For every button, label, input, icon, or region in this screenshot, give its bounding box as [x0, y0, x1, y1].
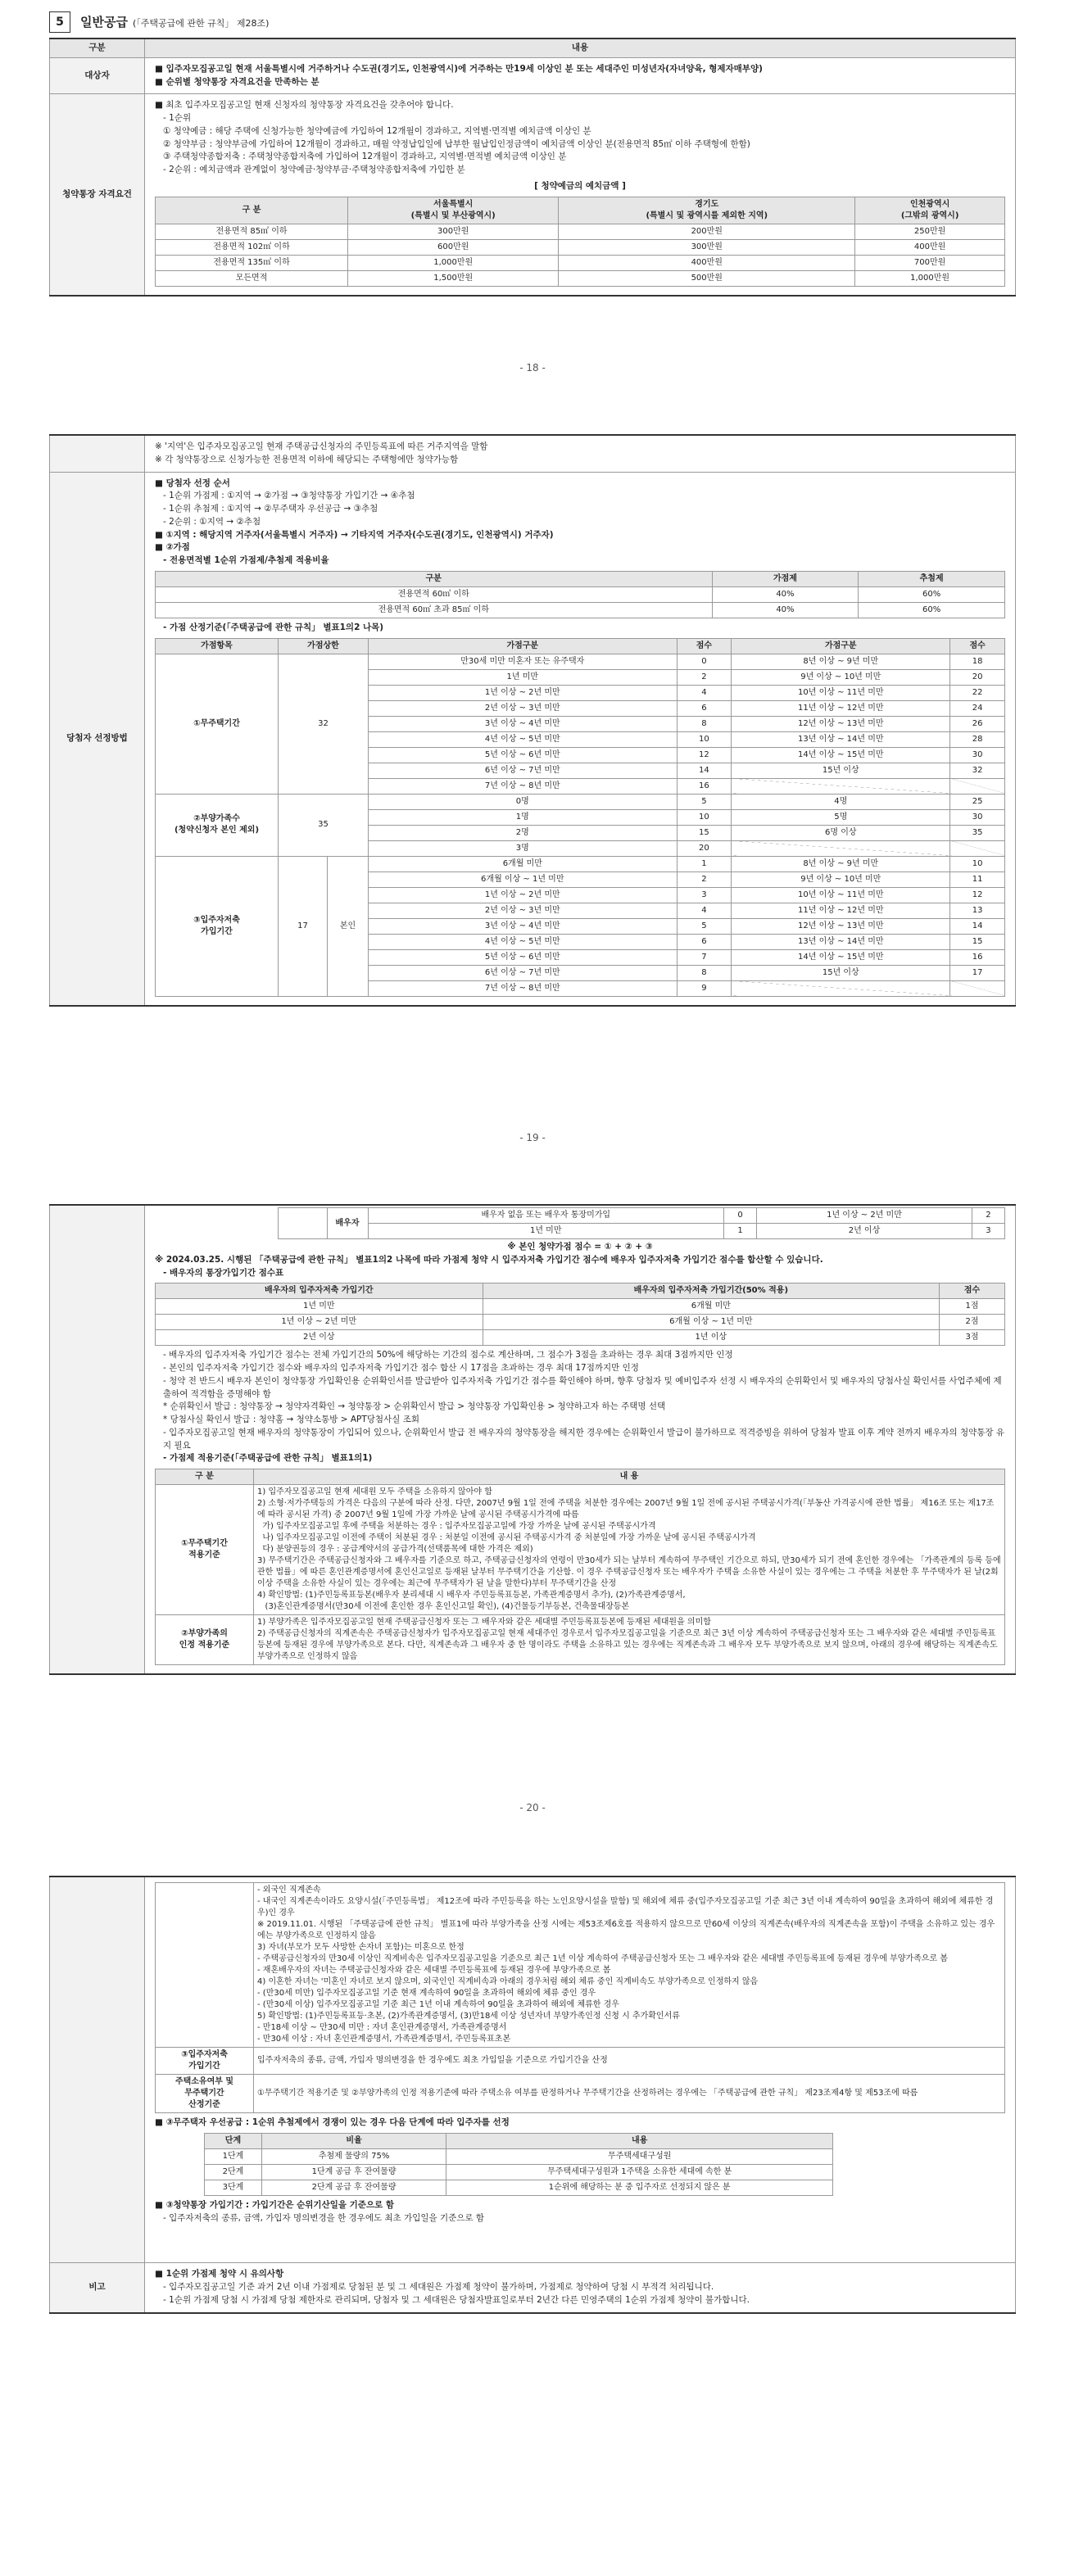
spacer — [155, 1208, 278, 1239]
requirement-line: - 1순위 — [163, 113, 192, 123]
points-row — [156, 856, 1005, 871]
spouse-points-table — [155, 1207, 1005, 1239]
points-cell: 15년 이상 — [732, 965, 950, 980]
table-cell: 1년 미만 — [156, 1299, 483, 1315]
points-cell: 10년 이상 ~ 11년 미만 — [732, 887, 950, 903]
priority-row — [205, 2148, 833, 2164]
column-header: 비율 — [261, 2133, 446, 2148]
column-header: 점수 — [677, 638, 732, 654]
criteria-text: 입주자저축의 종류, 금액, 가입자 명의변경을 한 경우에도 최초 가입일을 기준으로 가입기간을 산정 — [254, 2048, 1005, 2075]
criteria-line: 3) 자녀(부모가 모두 사망한 손자녀 포함)는 미혼으로 한정 — [257, 1943, 465, 1952]
ratio-table — [155, 571, 1005, 618]
points-cell: 6개월 이상 ~ 1년 미만 — [369, 871, 678, 887]
spouse-note: - 청약 전 반드시 배우자 본인이 청약통장 가입확인용 순위확인서를 발급받아 입주자저축 가입기간 점수를 확인해야 하며, 향후 당첨자 및 예비입주자 선정 시 배우자의 순위확인서 및 배우자의 당첨사실 확인서를 사업주체에 제출하여 적격함을 증명해야 함 — [163, 1375, 1002, 1399]
table-cell: 1순위에 해당하는 분 중 입주자로 선정되지 않은 분 — [446, 2180, 833, 2195]
spouse-cell: 1년 이상 ~ 2년 미만 — [757, 1208, 972, 1224]
points-cell: 6개월 미만 — [369, 856, 678, 871]
criteria-row — [156, 2048, 1005, 2075]
priority-table — [204, 2133, 833, 2196]
spouse-note: - 본인의 입주자저축 가입기간 점수와 배우자의 입주자저축 가입기간 점수 합산 시 17점을 초과하는 경우 최대 17점까지만 인정 — [163, 1363, 639, 1373]
table-cell: 400만원 — [559, 255, 855, 270]
points-cell — [950, 778, 1005, 794]
points-cell: 30 — [950, 747, 1005, 763]
points-cell: 9년 이상 ~ 10년 미만 — [732, 871, 950, 887]
item-name: ③입주자저축 가입기간 — [156, 856, 279, 996]
order-line: - 1순위 가점제 : ①지역 → ②가점 → ③청약통장 가입기간 → ④추첨 — [163, 491, 415, 501]
criteria-line: - (만30세 이상) 입주자모집공고일 기준 최근 1년 이내 계속하여 90일을 초과하여 해외에 체류한 경우 — [257, 2000, 619, 2009]
order-line: - 1순위 추첨제 : ①지역 → ②무주택자 우선공급 → ③추첨 — [163, 504, 378, 514]
column-header: 가점제 — [712, 571, 859, 586]
item-name: ①무주택기간 — [156, 654, 279, 794]
points-cell: 8 — [677, 716, 732, 731]
table-cell: 무주택세대구성원 — [446, 2148, 833, 2164]
target-content — [145, 57, 1016, 94]
points-cell: 32 — [950, 763, 1005, 778]
points-cell: 11 — [950, 871, 1005, 887]
table-cell: 무주택세대구성원과 1주택을 소유한 세대에 속한 분 — [446, 2164, 833, 2180]
criteria-label: ③입주자저축 가입기간 — [156, 2048, 254, 2075]
header-row — [156, 638, 1005, 654]
continued-criteria — [155, 1882, 1005, 2113]
table-cell: 250만원 — [855, 224, 1005, 239]
points-cell: 14년 이상 ~ 15년 미만 — [732, 949, 950, 965]
points-cell: 10년 이상 ~ 11년 미만 — [732, 685, 950, 700]
points-cell — [950, 840, 1005, 856]
table-cell: 1점 — [940, 1299, 1005, 1315]
points-cell: 5 — [677, 918, 732, 934]
points-cell: 16 — [677, 778, 732, 794]
criteria-line: - 외국인 직계존속 — [257, 1886, 321, 1895]
table-cell: 1,000만원 — [855, 270, 1005, 286]
column-header: 구 분 — [156, 1469, 254, 1485]
points-cell — [950, 980, 1005, 996]
deposit-row — [156, 224, 1005, 239]
item-max: 35 — [279, 794, 369, 856]
column-header: 내용 — [446, 2133, 833, 2148]
criteria-label — [156, 1883, 254, 2048]
spouse-row — [155, 1208, 1005, 1224]
points-table — [155, 638, 1005, 997]
requirement-line: ① 청약예금 : 해당 주택에 신청가능한 청약예금에 가입하여 12개월이 경과하고, 지역별·면적별 예치금액 이상인 분 — [163, 125, 591, 136]
table-cell: 400만원 — [855, 239, 1005, 255]
points-cell: 3년 이상 ~ 4년 미만 — [369, 918, 678, 934]
points-cell: 17 — [950, 965, 1005, 980]
spouse-content: 배우자 배우자 없음 또는 배우자 통장미가입 0 1년 이상 ~ 2년 미만 2 1년 미만 1 2년 이상 3 ※ 본인 청약가점 점수 = ① + ② + ③ ※ 2024.03.25. 시행된 「주택공급에 관한 규칙」 별표1의2 나목에 따라 가점제 청약 시 입주자저축 가입기간 점수에 배우자 입주자저축 가입기간 점수를 합산할 수 있습니다. - 배우자의 통장가입기간 점수표 배우자의 입주자저축 가입기간 배우자의 입주자저축 가입기간(50% 적용) 점수 1년 미만 6개월 미만 1점 1년 이상 ~ 2년 미만 6개월 이상 ~ 1년 미만 2점 2년 이상 1년 이상 3점 - 배우자의 입주자저축 가입기간 점수는 전체 가입기간의 50%에 해당하는 기간의 점수로 계산하며, 그 점수가 3점을 초과하는 경우 최대 3점까지만 인정 - 본인의 입주자저축 가입기간 점수와 배우자의 입주자저축 가입기간 점수 합산 시 17점을 초과하는 경우 최대 17점까지만 인정 - 청약 전 반드시 배우자 본인이 청약통장 가입확인용 순위확인서를 발급받아 입주자저축 가입기간 점수를 확인해야 하며, 향후 당첨자 및 예비입주자 선정 시 배우자의 순위확인서 및 배우자의 당첨사실 확인서를 사업주체에 제출하여 적격함을 증명해야 함 * 순위확인서 발급 : 청약통장 → 청약자격확인 → 청약통장 > 순위확인서 발급 > 청약통장 가입확인용 > 청약하고자 하는 주택명 선택 * 당첨사실 확인서 발급 : 청약홈 → 청약소통방 > APT당첨사실 조회 - 입주자모집공고일 현재 배우자의 청약통장이 가입되어 있으나, 순위확인서 발급 전 배우자의 청약통장을 해지한 경우에는 순위확인서 발급이 불가하므로 적격증빙을 위하여 당첨자 발표 이후 계약 전까지 배우자의 청약통장 유지 필요 - 가점제 적용기준(「주택공급에 관한 규칙」 별표1의1) 구 분 내 용 ①무주택기간 적용기준 1) 입주자모집공고일 현재 세대원 모두 주택을 소유하지 않아야 함 2) 소형·저가주택등의 가격은 다음의 구분에 따라 산정. 다만, 2007년 9월 1일 전에 주택을 처분한 경우에는 2007년 9월 1일 전에 공시된 주택공시가격(「부동산 가격공시에 관한 법률」 제16조 또는 제17조에 따라 공시된 가격) 중 2007년 9월 1일에 가장 가까운 날에 공시된 주택공시가격에 따름 가) 입주자모집공고일 후에 주택을 처분하는 경우 : 입주자모집공고일에 가장 가까운 날에 공시된 주택공시가격 나) 입주자모집공고일 이전에 주택이 처분된 경우 : 처분일 이전에 공시된 주택공시가격 중 처분일에 가장 가까운 날에 공시된 주택공시가격 다) 분양권등의 경우 : 공급계약서의 공급가격(선택품목에 대한 가격은 제외) 3) 무주택기간은 주택공급신청자와 그 배우자를 기준으로 하고, 주택공급신청자의 연령이 만30세가 되는 날부터 계속하여 무주택인 기간으로 하되, 만30세가 되기 전에 혼인한 경우에는 「가족관계의 등록 등에 관한 법률」에 따른 혼인관계증명서에 혼인신고일로 등재된 날부터 무주택기간을 기산함. 이 경우 주택공급신청자 또는 배우자가 주택을 소유한 사실이 있는 경우에는 그 주택을 처분한 후 무주택자가 된 날(2회 이상 주택을 소유한 사실이 있는 경우에는 최근에 무주택자가 된 날을 말한다)부터 무주택기간을 산정 4) 확인방법: (1)주민등록표등본(배우자 분리세대 시 배우자 주민등록표등본, 가족관계증명서 추가), (2)가족관계증명서, (3)혼인관계증명서(만30세 이전에 혼인한 경우 혼인신고일 확인), (4)건물등기부등본, 건축물대장등본 ②부양가족의 인정 적용기준 1) 부양가족은 입주자모집공고일 현재 주택공급신청자 또는 그 배우자와 같은 세대별 주민등록표등본에 등재된 세대원을 의미함 2) 주택공급신청자의 직계존속은 주택공급신청자가 입주자모집공고일 현재 세대주인 경우로서 입주자모집공고일을 기준으로 최근 3년 이상 계속하여 주택공급신청자 또는 그 배우자와 같은 세대별 주민등록표등본에 등재된 경우에 부양가족으로 본다. 다만, 직계존속과 그 배우자 중 한 명이라도 주택을 소유하고 있는 경우에는 직계존속과 그 배우자 모두 부양가족으로 보지 않으며, 아래의 경우에 해당하는 직계존속도 부양가족으로 인정하지 않음 — [145, 1205, 1016, 1674]
page-number-19: - 19 - — [519, 1132, 546, 1143]
criteria-row — [156, 2075, 1005, 2113]
points-cell: 7 — [677, 949, 732, 965]
header-row — [205, 2133, 833, 2148]
points-cell: 6년 이상 ~ 7년 미만 — [369, 763, 678, 778]
points-cell: 12년 이상 ~ 13년 미만 — [732, 918, 950, 934]
criteria-line: - 주택공급신청자의 만30세 이상인 직계비속은 입주자모집공고일을 기준으로 최근 1년 이상 계속하여 주택공급신청자 또는 그 배우자와 같은 세대별 주민등록표에 등재된 경우에 부양가족으로 봄 — [257, 1954, 948, 1963]
deposit-row — [156, 255, 1005, 270]
criteria-text — [254, 1615, 1005, 1665]
page-19 — [49, 434, 1016, 1007]
spouse-cell: 2년 이상 — [757, 1224, 972, 1239]
column-header: 서울특별시 (특별시 및 부산광역시) — [348, 197, 559, 224]
table-cell: 전용면적 85㎡ 이하 — [156, 224, 348, 239]
table-cell: 1년 이상 ~ 2년 미만 — [156, 1315, 483, 1330]
spouse-cell: 2 — [972, 1208, 1004, 1224]
criteria-row — [156, 1883, 1005, 2048]
points-cell: 2년 이상 ~ 3년 미만 — [369, 700, 678, 716]
criteria-line: 다) 분양권등의 경우 : 공급계약서의 공급가격(선택품목에 대한 가격은 제외) — [257, 1545, 533, 1554]
table-cell: 700만원 — [855, 255, 1005, 270]
table-cell: 1,500만원 — [348, 270, 559, 286]
column-header: 구분 — [156, 571, 713, 586]
points-cell: 25 — [950, 794, 1005, 809]
table-cell: 60% — [859, 586, 1005, 602]
criteria-line: 나) 입주자모집공고일 이전에 주택이 처분된 경우 : 처분일 이전에 공시된 주택공시가격 중 처분일에 가장 가까운 날에 공시된 주택공시가격 — [257, 1533, 756, 1542]
continued-content: - 외국인 직계존속 - 내국인 직계존속이라도 요양시설(「주민등록법」 제12조에 따라 주민등록을 하는 노인요양시설을 말함) 및 해외에 체류 중(입주자모집공고일 기준 최근 3년 이내 계속하여 90일을 초과하여 해외에 체류한 경우)인 경우 ※ 2019.11.01. 시행된 「주택공급에 관한 규칙」 별표1에 따라 부양가족을 산정 시에는 제53조제6호를 적용하지 않으므로 만60세 이상의 직계존속(배우자의 직계존속을 포함)이 주택을 소유하고 있는 경우에는 부양가족으로 인정하지 않음 3) 자녀(부모가 모두 사망한 손자녀 포함)는 미혼으로 한정 - 주택공급신청자의 만30세 이상인 직계비속은 입주자모집공고일을 기준으로 최근 1년 이상 계속하여 주택공급신청자 또는 그 배우자와 같은 세대별 주민등록표에 등재된 경우에 부양가족으로 봄 - 재혼배우자의 자녀는 주택공급신청자와 같은 세대별 주민등록표에 등재된 경우에 부양가족으로 봄 4) 이혼한 자녀는 '미혼인 자녀로 보지 않으며, 외국인인 직계비속과 아래의 경우처럼 해외 체류 중인 직계비속도 부양가족으로 인정하지 않음 - (만30세 미만) 입주자모집공고일 기준 현재 계속하여 90일을 초과하여 해외에 체류 중인 경우 - (만30세 이상) 입주자모집공고일 기준 최근 1년 이내 계속하여 90일을 초과하여 해외에 체류한 경우 5) 확인방법: (1)주민등록표등·초본, (2)가족관계증명서, (3)만18세 이상 성년자녀 부양가족인정 신청 시 추가확인서류 - 만18세 이상 ~ 만30세 미만 : 자녀 혼인관계증명서, 가족관계증명서 - 만30세 이상 : 자녀 혼인관계증명서, 가족관계증명서, 주민등록표초본 ③입주자저축 가입기간 입주자저축의 종류, 금액, 가입자 명의변경을 한 경우에도 최초 가입일을 기준으로 가입기간을 산정 주택소유여부 및 무주택기간 산정기준 ①무주택기간 적용기준 및 ②부양가족의 인정 적용기준에 따라 주택소유 여부를 판정하거나 무주택기간을 산정하려는 경우에는 「주택공급에 관한 규칙」 제23조제4항 및 제53조에 따름 ■ ③무주택자 우선공급 : 1순위 추첨제에서 경쟁이 있는 경우 다음 단계에 따라 입주자를 선정 단계 비율 내용 1단계 추첨제 물량의 75% 무주택세대구성원 2단계 1단계 공급 후 잔여물량 무주택세대구성원과 1주택을 소유한 세대에 속한 분 3단계 2단계 공급 후 잔여물량 1순위에 해당하는 분 중 입주자로 선정되지 않은 분 ■ ③청약통장 가입기간 : 가입기간은 순위기산일을 기준으로 함 - 입주자저축의 종류, 금액, 가입자 명의변경을 한 경우에도 최초 가입일을 기준으로 함 — [145, 1877, 1016, 2263]
table-cell: 300만원 — [348, 224, 559, 239]
points-cell: 1년 이상 ~ 2년 미만 — [369, 685, 678, 700]
criteria-line: 1) 부양가족은 입주자모집공고일 현재 주택공급신청자 또는 그 배우자와 같은 세대별 주민등록표등본에 등재된 세대원을 의미함 — [257, 1618, 711, 1627]
column-header: 경기도 (특별시 및 광역시를 제외한 지역) — [559, 197, 855, 224]
criteria-line: 5) 확인방법: (1)주민등록표등·초본, (2)가족관계증명서, (3)만18세 이상 성년자녀 부양가족인정 신청 시 추가확인서류 — [257, 2012, 680, 2021]
deposit-row — [156, 239, 1005, 255]
points-cell: 6 — [677, 934, 732, 949]
points-cell: 24 — [950, 700, 1005, 716]
page-number-18: - 18 - — [519, 362, 546, 373]
table-cell: 60% — [859, 602, 1005, 618]
criteria-text — [254, 1485, 1005, 1615]
table-cell: 2점 — [940, 1315, 1005, 1330]
table-cell: 전용면적 60㎡ 초과 85㎡ 이하 — [156, 602, 713, 618]
column-header: 점수 — [950, 638, 1005, 654]
points-cell: 3년 이상 ~ 4년 미만 — [369, 716, 678, 731]
column-header: 가점구분 — [732, 638, 950, 654]
item-name: ②부양가족수 (청약신청자 본인 제외) — [156, 794, 279, 856]
header-row — [156, 1283, 1005, 1299]
criteria-line: 3) 무주택기간은 주택공급신청자와 그 배우자를 기준으로 하고, 주택공급신청자의 연령이 만30세가 되는 날부터 계속하여 무주택인 기간으로 하되, 만30세가 되기 전에 혼인한 경우에는 「가족관계의 등록 등에 관한 법률」에 따른 혼인관계증명서에 혼인신고일로 등재된 날부터 무주택기간을 기산함. 이 경우 주택공급신청자 또는 배우자가 주택을 소유한 사실이 있는 경우에는 그 주택을 처분한 후 무주택자가 된 날(2회 이상 주택을 소유한 사실이 있는 경우에는 최근에 무주택자가 된 날을 말한다)부터 무주택기간을 산정 — [257, 1556, 1004, 1588]
column-header: 가점상한 — [279, 638, 369, 654]
points-cell: 0 — [677, 654, 732, 669]
spouse-period-row — [156, 1315, 1005, 1330]
page-18 — [49, 38, 1016, 297]
criteria-line: 4) 확인방법: (1)주민등록표등본(배우자 분리세대 시 배우자 주민등록표등본, 가족관계증명서 추가), (2)가족관계증명서, — [257, 1591, 686, 1600]
criteria-line: ※ 2019.11.01. 시행된 「주택공급에 관한 규칙」 별표1에 따라 부양가족을 산정 시에는 제53조제6호를 적용하지 않으므로 만60세 이상의 직계존속(배우자의 직계존속을 포함)이 주택을 소유하고 있는 경우에는 부양가족으로 인정하지 않음 — [257, 1920, 995, 1940]
points-cell: 9 — [677, 980, 732, 996]
priority-row — [205, 2180, 833, 2195]
points-cell: 20 — [950, 669, 1005, 685]
target-line: ■ 순위별 청약통장 자격요건을 만족하는 분 — [155, 76, 1005, 89]
points-cell: 2명 — [369, 825, 678, 840]
item-max: 32 — [279, 654, 369, 794]
column-header: 추첨제 — [859, 571, 1005, 586]
column-header: 가점구분 — [369, 638, 678, 654]
notes — [145, 435, 1016, 472]
column-header: 배우자의 입주자저축 가입기간(50% 적용) — [483, 1283, 939, 1299]
points-cell: 4 — [677, 903, 732, 918]
requirement-line: ② 청약부금 : 청약부금에 가입하여 12개월이 경과하고, 매월 약정납입일에 납부한 월납입인정금액이 예치금액 이상인 분(전용면적 85㎡ 이하 주택형에 한함) — [163, 138, 750, 149]
column-header: 내 용 — [254, 1469, 1005, 1485]
table-cell: 40% — [712, 586, 859, 602]
criteria-line: 2) 소형·저가주택등의 가격은 다음의 구분에 따라 산정. 다만, 2007년 9월 1일 전에 주택을 처분한 경우에는 2007년 9월 1일 전에 공시된 주택공시가격(「부동산 가격공시에 관한 법률」 제16조 또는 제17조에 따라 공시된 가격) 중 2007년 9월 1일에 가장 가까운 날에 공시된 주택공시가격에 따름 — [257, 1499, 995, 1519]
points-cell: 1 — [677, 856, 732, 871]
table-cell: 1단계 공급 후 잔여물량 — [261, 2164, 446, 2180]
spouse-period-table — [155, 1283, 1005, 1346]
points-cell: 5년 이상 ~ 6년 미만 — [369, 949, 678, 965]
spouse-note: - 배우자의 입주자저축 가입기간 점수는 전체 가입기간의 50%에 해당하는 기간의 점수로 계산하며, 그 점수가 3점을 초과하는 경우 최대 3점까지만 인정 — [163, 1350, 733, 1360]
remark-line: - 입주자모집공고일 기준 과거 2년 이내 가점제로 당첨된 분 및 그 세대원은 가점제 청약이 불가하며, 가점제로 청약하여 당첨 시 부적격 처리됩니다. — [163, 2282, 714, 2292]
points-cell: 4명 — [732, 794, 950, 809]
column-header: 점수 — [940, 1283, 1005, 1299]
points-cell: 2 — [677, 669, 732, 685]
criteria-line: 가) 입주자모집공고일 후에 주택을 처분하는 경우 : 입주자모집공고일에 가장 가까운 날에 공시된 주택공시가격 — [257, 1522, 656, 1531]
points-cell: 1년 미만 — [369, 669, 678, 685]
table-cell: 3점 — [940, 1330, 1005, 1346]
points-cell: 15년 이상 — [732, 763, 950, 778]
table-cell: 전용면적 102㎡ 이하 — [156, 239, 348, 255]
points-cell: 만30세 미만 미혼자 또는 유주택자 — [369, 654, 678, 669]
deposit-table — [155, 197, 1005, 287]
selection-label: 당첨자 선정방법 — [50, 472, 145, 1006]
eligibility-table: 구분 내용 대상자 ■ 입주자모집공고일 현재 서울특별시에 거주하거나 수도권(경기도, 인천광역시)에 거주하는 만19세 이상인 분 또는 세대주인 미성년자(자녀양육, 형제자매부양) ■ 순위별 청약통장 자격요건을 만족하는 분 청약통장 자격요건 ■ 최초 입주자모집공고일 현재 신청자의 청약통장 자격요건을 갖추어야 합니다. - 1순위 ① 청약예금 : 해당 주택에 신청가능한 청약예금에 가입하여 12개월이 경과하고, 지역별·면적별 예치금액 이상인 분 ② 청약부금 : 청약부금에 가입하여 12개월이 경과하고, 매월 약정납입일에 납부한 월납입인정금액이 예치금액 이상인 분(전용면적 85㎡ 이하 주택형에 한함) ③ 주택청약종합저축 : 주택청약종합저축에 가입하여 12개월이 경과하고, 지역별·면적별 예치금액 이상인 분 - 2순위 : 예치금액과 관계없이 청약예금·청약부금·주택청약종합저축에 가입한 분 [ 청약예금의 예치금액 ] 구 분 서울특별시 (특별시 및 부산광역시) 경기도 (특별시 및 광역시를 제외한 지역) 인천광역시 (그밖의 광역시) 전용면적 85㎡ 이하 300만원 200만원 250만원 전용면적 102㎡ 이하 600만원 300만원 400만원 전용면적 135㎡ 이하 1,000만원 400만원 700만원 모든면적 1,500만원 500만원 1,000만원 — [49, 38, 1016, 297]
table-cell: 40% — [712, 602, 859, 618]
table-cell: 모든면적 — [156, 270, 348, 286]
table-cell: 1단계 — [205, 2148, 262, 2164]
spouse-period-row — [156, 1299, 1005, 1315]
criteria-table — [155, 1469, 1005, 1665]
requirement-content: ■ 최초 입주자모집공고일 현재 신청자의 청약통장 자격요건을 갖추어야 합니다. - 1순위 ① 청약예금 : 해당 주택에 신청가능한 청약예금에 가입하여 12개월이 경과하고, 지역별·면적별 예치금액 이상인 분 ② 청약부금 : 청약부금에 가입하여 12개월이 경과하고, 매월 약정납입일에 납부한 월납입인정금액이 예치금액 이상인 분(전용면적 85㎡ 이하 주택형에 한함) ③ 주택청약종합저축 : 주택청약종합저축에 가입하여 12개월이 경과하고, 지역별·면적별 예치금액 이상인 분 - 2순위 : 예치금액과 관계없이 청약예금·청약부금·주택청약종합저축에 가입한 분 [ 청약예금의 예치금액 ] 구 분 서울특별시 (특별시 및 부산광역시) 경기도 (특별시 및 광역시를 제외한 지역) 인천광역시 (그밖의 광역시) 전용면적 85㎡ 이하 300만원 200만원 250만원 전용면적 102㎡ 이하 600만원 300만원 400만원 전용면적 135㎡ 이하 1,000만원 400만원 700만원 모든면적 1,500만원 500만원 1,000만원 — [145, 94, 1016, 296]
section-header — [49, 11, 269, 33]
points-cell: 4년 이상 ~ 5년 미만 — [369, 731, 678, 747]
page-20 — [49, 1204, 1016, 1675]
points-cell: 22 — [950, 685, 1005, 700]
spouse-table — [49, 1204, 1016, 1675]
points-cell: 35 — [950, 825, 1005, 840]
remark-line: - 1순위 가점제 당첨 시 가점제 당첨 제한자로 관리되며, 당첨자 및 그 세대원은 당첨자발표일로부터 2년간 다른 민영주택의 1순위 가점제 청약이 불가합니다. — [163, 2294, 750, 2305]
points-cell: 15 — [677, 825, 732, 840]
points-cell: 8 — [677, 965, 732, 980]
points-cell: 2 — [677, 871, 732, 887]
points-cell: 12 — [677, 747, 732, 763]
table-cell: 2단계 — [205, 2164, 262, 2180]
table-cell: 500만원 — [559, 270, 855, 286]
criteria-row — [156, 1485, 1005, 1615]
criteria-line: - 만18세 이상 ~ 만30세 미만 : 자녀 혼인관계증명서, 가족관계증명서 — [257, 2023, 507, 2032]
points-cell — [732, 980, 950, 996]
points-cell: 12년 이상 ~ 13년 미만 — [732, 716, 950, 731]
points-cell: 0명 — [369, 794, 678, 809]
criteria-row — [156, 1615, 1005, 1665]
points-cell: 3명 — [369, 840, 678, 856]
points-cell: 5년 이상 ~ 6년 미만 — [369, 747, 678, 763]
item-max: 17 — [279, 856, 328, 996]
table-cell: 추첨제 물량의 75% — [261, 2148, 446, 2164]
points-cell: 13년 이상 ~ 14년 미만 — [732, 934, 950, 949]
points-cell: 1명 — [369, 809, 678, 825]
points-cell: 7년 이상 ~ 8년 미만 — [369, 778, 678, 794]
column-header: 가점항목 — [156, 638, 279, 654]
points-cell: 18 — [950, 654, 1005, 669]
target-line: ■ 입주자모집공고일 현재 서울특별시에 거주하거나 수도권(경기도, 인천광역시)에 거주하는 만19세 이상인 분 또는 세대주인 미성년자(자녀양육, 형제자매부양) — [155, 63, 1005, 76]
table-cell: 2단계 공급 후 잔여물량 — [261, 2180, 446, 2195]
points-cell: 5명 — [732, 809, 950, 825]
criteria-line: - (만30세 미만) 입주자모집공고일 기준 현재 계속하여 90일을 초과하여 해외에 체류 중인 경우 — [257, 1989, 596, 1998]
table-cell: 6개월 미만 — [483, 1299, 939, 1315]
points-cell: 13년 이상 ~ 14년 미만 — [732, 731, 950, 747]
points-cell: 6 — [677, 700, 732, 716]
spouse-note: * 순위확인서 발급 : 청약통장 → 청약자격확인 → 청약통장 > 순위확인서 발급 > 청약통장 가입확인용 > 청약하고자 하는 주택명 선택 — [163, 1401, 666, 1412]
header-row — [156, 1469, 1005, 1485]
spouse-cell: 1년 미만 — [368, 1224, 724, 1239]
points-cell: 3 — [677, 887, 732, 903]
points-cell: 8년 이상 ~ 9년 미만 — [732, 856, 950, 871]
criteria-line: 1) 입주자모집공고일 현재 세대원 모두 주택을 소유하지 않아야 함 — [257, 1487, 492, 1496]
points-cell: 10 — [950, 856, 1005, 871]
points-cell: 13 — [950, 903, 1005, 918]
points-cell: 14 — [950, 918, 1005, 934]
points-cell: 7년 이상 ~ 8년 미만 — [369, 980, 678, 996]
points-cell: 15 — [950, 934, 1005, 949]
page-number-20: - 20 - — [519, 1802, 546, 1813]
criteria-line: - 만30세 이상 : 자녀 혼인관계증명서, 가족관계증명서, 주민등록표초본 — [257, 2035, 511, 2044]
criteria-line: 4) 이혼한 자녀는 '미혼인 자녀로 보지 않으며, 외국인인 직계비속과 아래의 경우처럼 해외 체류 중인 직계비속도 부양가족으로 인정하지 않음 — [257, 1977, 759, 1986]
points-cell: 4 — [677, 685, 732, 700]
section-title: 일반공급 (「주택공급에 관한 규칙」 제28조) — [80, 14, 270, 29]
remarks-content: ■ 1순위 가점제 청약 시 유의사항 - 입주자모집공고일 기준 과거 2년 이내 가점제로 당첨된 분 및 그 세대원은 가점제 청약이 불가하며, 가점제로 청약하여 당첨 시 부적격 처리됩니다. - 1순위 가점제 당첨 시 가점제 당첨 제한자로 관리되며, 당첨자 및 그 세대원은 당첨자발표일로부터 2년간 다른 민영주택의 1순위 가점제 청약이 불가합니다. — [145, 2263, 1016, 2313]
points-cell: 6년 이상 ~ 7년 미만 — [369, 965, 678, 980]
points-cell: 10 — [677, 731, 732, 747]
criteria-line: 2) 주택공급신청자의 직계존속은 주택공급신청자가 입주자모집공고일 현재 세대주인 경우로서 입주자모집공고일을 기준으로 최근 3년 이상 계속하여 주택공급신청자 또는 그 배우자와 같은 세대별 주민등록표등본에 등재된 경우에 부양가족으로 본다. 다만, 직계존속과 그 배우자 중 한 명이라도 주택을 소유하고 있는 경우에는 직계존속과 그 배우자 모두 부양가족으로 보지 않으며, 아래의 경우에 해당하는 직계존속도 부양가족으로 인정하지 않음 — [257, 1629, 1000, 1661]
points-cell: 11년 이상 ~ 12년 미만 — [732, 700, 950, 716]
table-cell: 600만원 — [348, 239, 559, 255]
points-cell: 11년 이상 ~ 12년 미만 — [732, 903, 950, 918]
spouse-period-row — [156, 1330, 1005, 1346]
target-label: 대상자 — [50, 57, 145, 94]
table-cell: 전용면적 135㎡ 이하 — [156, 255, 348, 270]
ratio-row — [156, 586, 1005, 602]
criteria-line: (3)혼인관계증명서(만30세 이전에 혼인한 경우 혼인신고일 확인), (4)건물등기부등본, 건축물대장등본 — [257, 1602, 630, 1611]
table-cell: 6개월 이상 ~ 1년 미만 — [483, 1315, 939, 1330]
section-number: 5 — [49, 11, 70, 33]
table-cell: 2년 이상 — [156, 1330, 483, 1346]
table-cell: 전용면적 60㎡ 이하 — [156, 586, 713, 602]
points-cell: 9년 이상 ~ 10년 미만 — [732, 669, 950, 685]
column-header: 인천광역시 (그밖의 광역시) — [855, 197, 1005, 224]
spouse-cell: 배우자 없음 또는 배우자 통장미가입 — [368, 1208, 724, 1224]
points-row — [156, 654, 1005, 669]
remarks-label: 비고 — [50, 2263, 145, 2313]
column-header: 단계 — [205, 2133, 262, 2148]
criteria-text: ①무주택기간 적용기준 및 ②부양가족의 인정 적용기준에 따라 주택소유 여부를 판정하거나 무주택기간을 산정하려는 경우에는 「주택공급에 관한 규칙」 제23조제4항 및 제53조에 따름 — [254, 2075, 1005, 2113]
points-cell: 10 — [677, 809, 732, 825]
points-cell: 16 — [950, 949, 1005, 965]
points-cell: 14년 이상 ~ 15년 미만 — [732, 747, 950, 763]
points-cell — [732, 840, 950, 856]
deposit-row — [156, 270, 1005, 286]
points-cell: 2년 이상 ~ 3년 미만 — [369, 903, 678, 918]
table-cell: 300만원 — [559, 239, 855, 255]
points-cell: 1년 이상 ~ 2년 미만 — [369, 887, 678, 903]
criteria-text — [254, 1883, 1005, 2048]
table-cell: 3단계 — [205, 2180, 262, 2195]
table-cell: 200만원 — [559, 224, 855, 239]
spouse-note: * 당첨사실 확인서 발급 : 청약홈 → 청약소통방 > APT당첨사실 조회 — [163, 1415, 419, 1424]
header-row — [156, 571, 1005, 586]
order-line: - 2순위 : ①지역 → ②추첨 — [163, 516, 261, 527]
continued-table — [49, 1876, 1016, 2314]
points-cell: 6명 이상 — [732, 825, 950, 840]
criteria-line: - 내국인 직계존속이라도 요양시설(「주민등록법」 제12조에 따라 주민등록을 하는 노인요양시설을 말함) 및 해외에 체류 중(입주자모집공고일 기준 최근 3년 이내 계속하여 90일을 초과하여 해외에 체류한 경우)인 경우 — [257, 1897, 994, 1917]
points-cell: 26 — [950, 716, 1005, 731]
priority-row — [205, 2164, 833, 2180]
column-header: 배우자의 입주자저축 가입기간 — [156, 1283, 483, 1299]
table-cell: 1,000만원 — [348, 255, 559, 270]
selection-content: ■ 당첨자 선정 순서 - 1순위 가점제 : ①지역 → ②가점 → ③청약통장 가입기간 → ④추첨 - 1순위 추첨제 : ①지역 → ②무주택자 우선공급 → ③추첨 - 2순위 : ①지역 → ②추첨 ■ ①지역 : 해당지역 거주자(서울특별시 거주자) → 기타지역 거주자(수도권(경기도, 인천광역시) 거주자) ■ ②가점 - 전용면적별 1순위 가점제/추첨제 적용비율 구분 가점제 추첨제 전용면적 60㎡ 이하 40% 60% 전용면적 60㎡ 초과 85㎡ 이하 40% 60% - 가점 산정기준(「주택공급에 관한 규칙」 별표1의2 나목) 가점항목 가점상한 가점구분 점수 가점구분 점수 ①무주택기간 32 만30세 미만 미혼자 또는 유주택자 0 8년 이상 ~ 9년 미만 18 1년 미만 2 9년 이상 ~ 10년 미만 20 1년 이상 ~ 2년 미만 4 10년 이상 ~ 11년 미만 22 2년 이상 ~ 3년 미만 6 11년 이상 ~ 12년 미만 24 3년 이상 ~ 4년 미만 8 12년 이상 ~ 13년 미만 26 4년 이상 ~ 5년 미만 10 13년 이상 ~ 14년 미만 28 5년 이상 ~ 6년 미만 12 14년 이상 ~ 15년 미만 30 6년 이상 ~ 7년 미만 14 15년 이상 32 7년 이상 ~ 8년 미만 16 ②부양가족수 (청약신청자 본인 제외) 35 0명 5 4명 25 1명 10 5명 30 2명 15 6명 이상 35 3명 20 ③입주자저축 가입기간 17 본인 6개월 미만 1 8년 이상 ~ 9년 미만 10 6개월 이상 ~ 1년 미만 2 9년 이상 ~ 10년 미만 11 1년 이상 ~ 2년 미만 3 10년 이상 ~ 11년 미만 12 2년 이상 ~ 3년 미만 4 11년 이상 ~ 12년 미만 13 3년 이상 ~ 4년 미만 5 12년 이상 ~ 13년 미만 14 4년 이상 ~ 5년 미만 6 13년 이상 ~ 14년 미만 15 5년 이상 ~ 6년 미만 7 14년 이상 ~ 15년 미만 16 6년 이상 ~ 7년 미만 8 15년 이상 17 7년 이상 ~ 8년 미만 9 — [145, 472, 1016, 1006]
points-cell: 30 — [950, 809, 1005, 825]
requirement-line: - 2순위 : 예치금액과 관계없이 청약예금·청약부금·주택청약종합저축에 가입한 분 — [163, 165, 465, 174]
spacer — [278, 1208, 327, 1239]
points-row — [156, 794, 1005, 809]
selection-table — [49, 434, 1016, 1007]
table-cell: 1년 이상 — [483, 1330, 939, 1346]
points-cell — [732, 778, 950, 794]
points-cell: 8년 이상 ~ 9년 미만 — [732, 654, 950, 669]
points-cell: 28 — [950, 731, 1005, 747]
criteria-line: - 재혼배우자의 자녀는 주택공급신청자와 같은 세대별 주민등록표에 등재된 경우에 부양가족으로 봄 — [257, 1966, 611, 1975]
spouse-note: - 입주자모집공고일 현재 배우자의 청약통장이 가입되어 있으나, 순위확인서 발급 전 배우자의 청약통장을 해지한 경우에는 순위확인서 발급이 불가하므로 적격증빙을 위하여 당첨자 발표 이후 계약 전까지 배우자의 청약통장 유지 필요 — [163, 1427, 1005, 1451]
points-cell: 4년 이상 ~ 5년 미만 — [369, 934, 678, 949]
points-cell: 14 — [677, 763, 732, 778]
column-header: 구 분 — [156, 197, 348, 224]
item-who: 본인 — [328, 856, 369, 996]
requirement-line: ③ 주택청약종합저축 : 주택청약종합저축에 가입하여 12개월이 경과하고, 지역별·면적별 예치금액 이상인 분 — [163, 152, 567, 162]
criteria-label: ②부양가족의 인정 적용기준 — [156, 1615, 254, 1665]
note-line: ※ 각 청약통장으로 신청가능한 전용면적 이하에 해당되는 주택형에만 청약가능함 — [155, 454, 459, 464]
spouse-cell: 0 — [724, 1208, 757, 1224]
page-21 — [49, 1876, 1016, 2314]
ratio-row — [156, 602, 1005, 618]
spouse-label: 배우자 — [327, 1208, 368, 1239]
points-cell: 20 — [677, 840, 732, 856]
requirement-label: 청약통장 자격요건 — [50, 94, 145, 296]
criteria-label: 주택소유여부 및 무주택기간 산정기준 — [156, 2075, 254, 2113]
points-cell: 5 — [677, 794, 732, 809]
spouse-cell: 1 — [724, 1224, 757, 1239]
points-cell: 12 — [950, 887, 1005, 903]
header-row — [156, 197, 1005, 224]
spouse-cell: 3 — [972, 1224, 1004, 1239]
criteria-label: ①무주택기간 적용기준 — [156, 1485, 254, 1615]
note-line: ※ '지역'은 입주자모집공고일 현재 주택공급신청자의 주민등록표에 따른 거주지역을 말함 — [155, 441, 488, 451]
